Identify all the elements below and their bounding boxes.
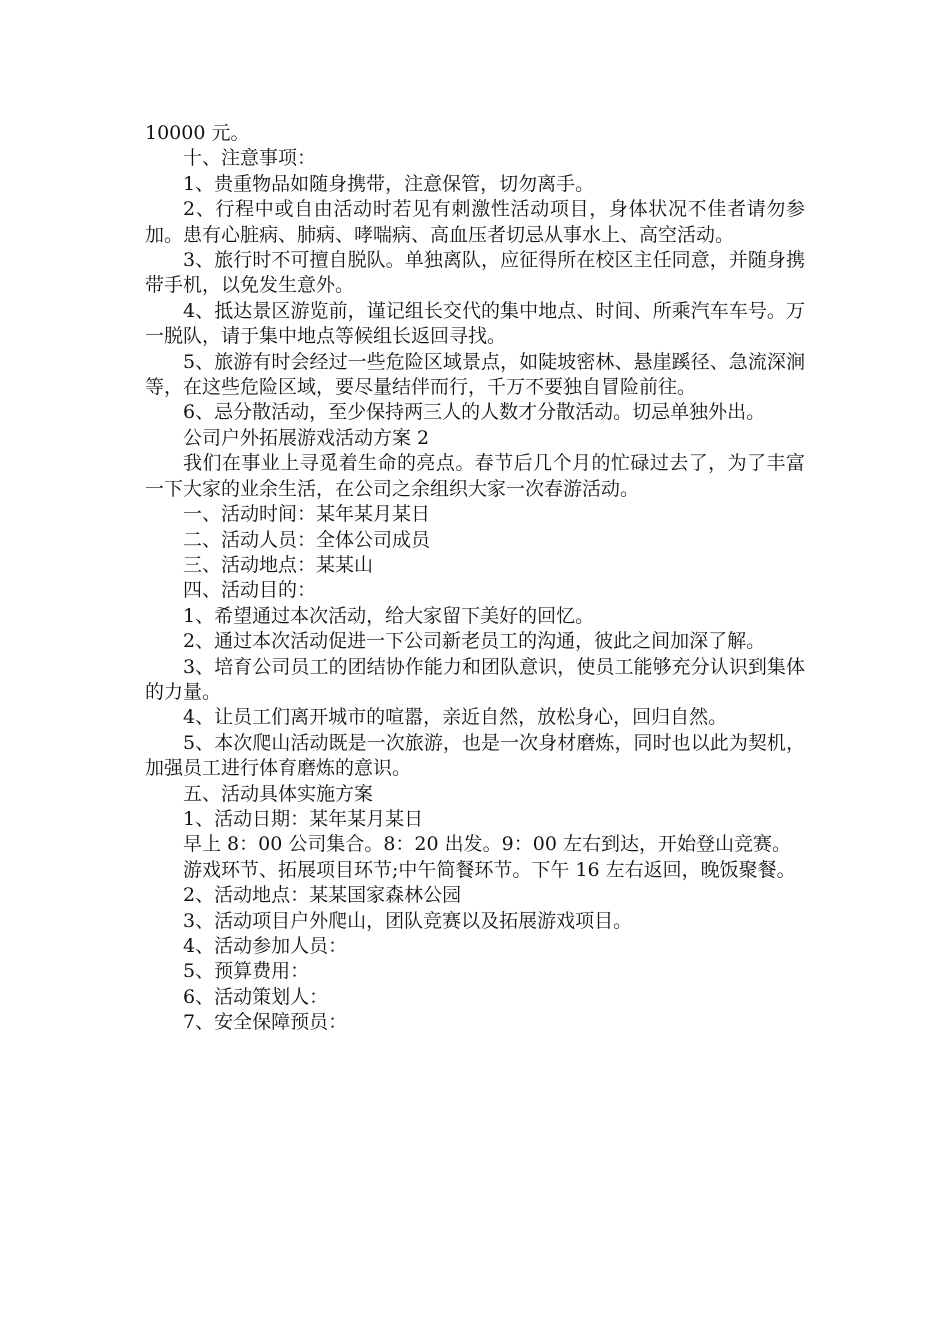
list-item: 6、活动策划人： [183, 985, 329, 1008]
list-item: 2、行程中或自由活动时若见有刺激性活动项目，身体状况不佳者请勿参加。患有心脏病、肺病、哮喘病、高血压者切忌从事水上、高空活动。 [145, 198, 805, 246]
list-item: 3、活动项目户外爬山，团队竞赛以及拓展游戏项目。 [183, 909, 633, 932]
list-item: 7、安全保障预员： [183, 1011, 348, 1034]
heading-activity-purpose: 四、活动目的： [183, 579, 317, 602]
list-item: 4、让员工们离开城市的喧嚣，亲近自然，放松身心，回归自然。 [183, 706, 728, 729]
list-item: 5、本次爬山活动既是一次旅游，也是一次身材磨炼，同时也以此为契机，加强员工进行体育磨炼的意识。 [145, 731, 805, 780]
heading-activity-time: 一、活动时间：某年某月某日 [183, 503, 431, 526]
list-item: 5、旅游有时会经过一些危险区域景点，如陡坡密林、悬崖蹊径、急流深涧等，在这些危险区域，要尽量结伴而行，千万不要独自冒险前往。 [145, 350, 805, 399]
list-item: 6、忌分散活动，至少保持两三人的人数才分散活动。切忌单独外出。 [183, 401, 766, 424]
heading-activity-people: 二、活动人员：全体公司成员 [183, 528, 431, 551]
list-item: 1、贵重物品如随身携带，注意保管，切勿离手。 [183, 172, 595, 195]
schedule-paragraph: 游戏环节、拓展项目环节;中午简餐环节。下午 16 左右返回，晚饭聚餐。 [183, 858, 796, 881]
section-title: 公司户外拓展游戏活动方案 2 [183, 426, 430, 449]
paragraph-budget-tail: 10000 元。 [145, 122, 250, 144]
list-item: 5、预算费用： [183, 960, 310, 983]
list-item: 3、培育公司员工的团结协作能力和团队意识，使员工能够充分认识到集体的力量。 [145, 655, 805, 703]
heading-activity-location: 三、活动地点：某某山 [183, 553, 374, 576]
schedule-paragraph: 早上 8：00 公司集合。8：20 出发。9：00 左右到达，开始登山竞赛。 [183, 833, 791, 856]
intro-paragraph: 我们在事业上寻觅着生命的亮点。春节后几个月的忙碌过去了，为了丰富一下大家的业余生活，在公司之余组织大家一次春游活动。 [145, 452, 805, 500]
heading-notes: 十、注意事项： [183, 147, 317, 170]
list-item: 2、通过本次活动促进一下公司新老员工的沟通，彼此之间加深了解。 [183, 630, 766, 653]
list-item: 1、希望通过本次活动，给大家留下美好的回忆。 [183, 604, 595, 627]
document-page [145, 121, 805, 1036]
list-item: 1、活动日期：某年某月某日 [183, 807, 424, 830]
list-item: 3、旅行时不可擅自脱队。单独离队，应征得所在校区主任同意，并随身携带手机，以免发生意外。 [145, 249, 805, 297]
heading-implementation: 五、活动具体实施方案 [183, 782, 374, 805]
list-item: 4、活动参加人员： [183, 935, 348, 957]
list-item: 4、抵达景区游览前，谨记组长交代的集中地点、时间、所乘汽车车号。万一脱队，请于集中地点等候组长返回寻找。 [145, 299, 805, 348]
list-item: 2、活动地点：某某国家森林公园 [183, 884, 462, 907]
